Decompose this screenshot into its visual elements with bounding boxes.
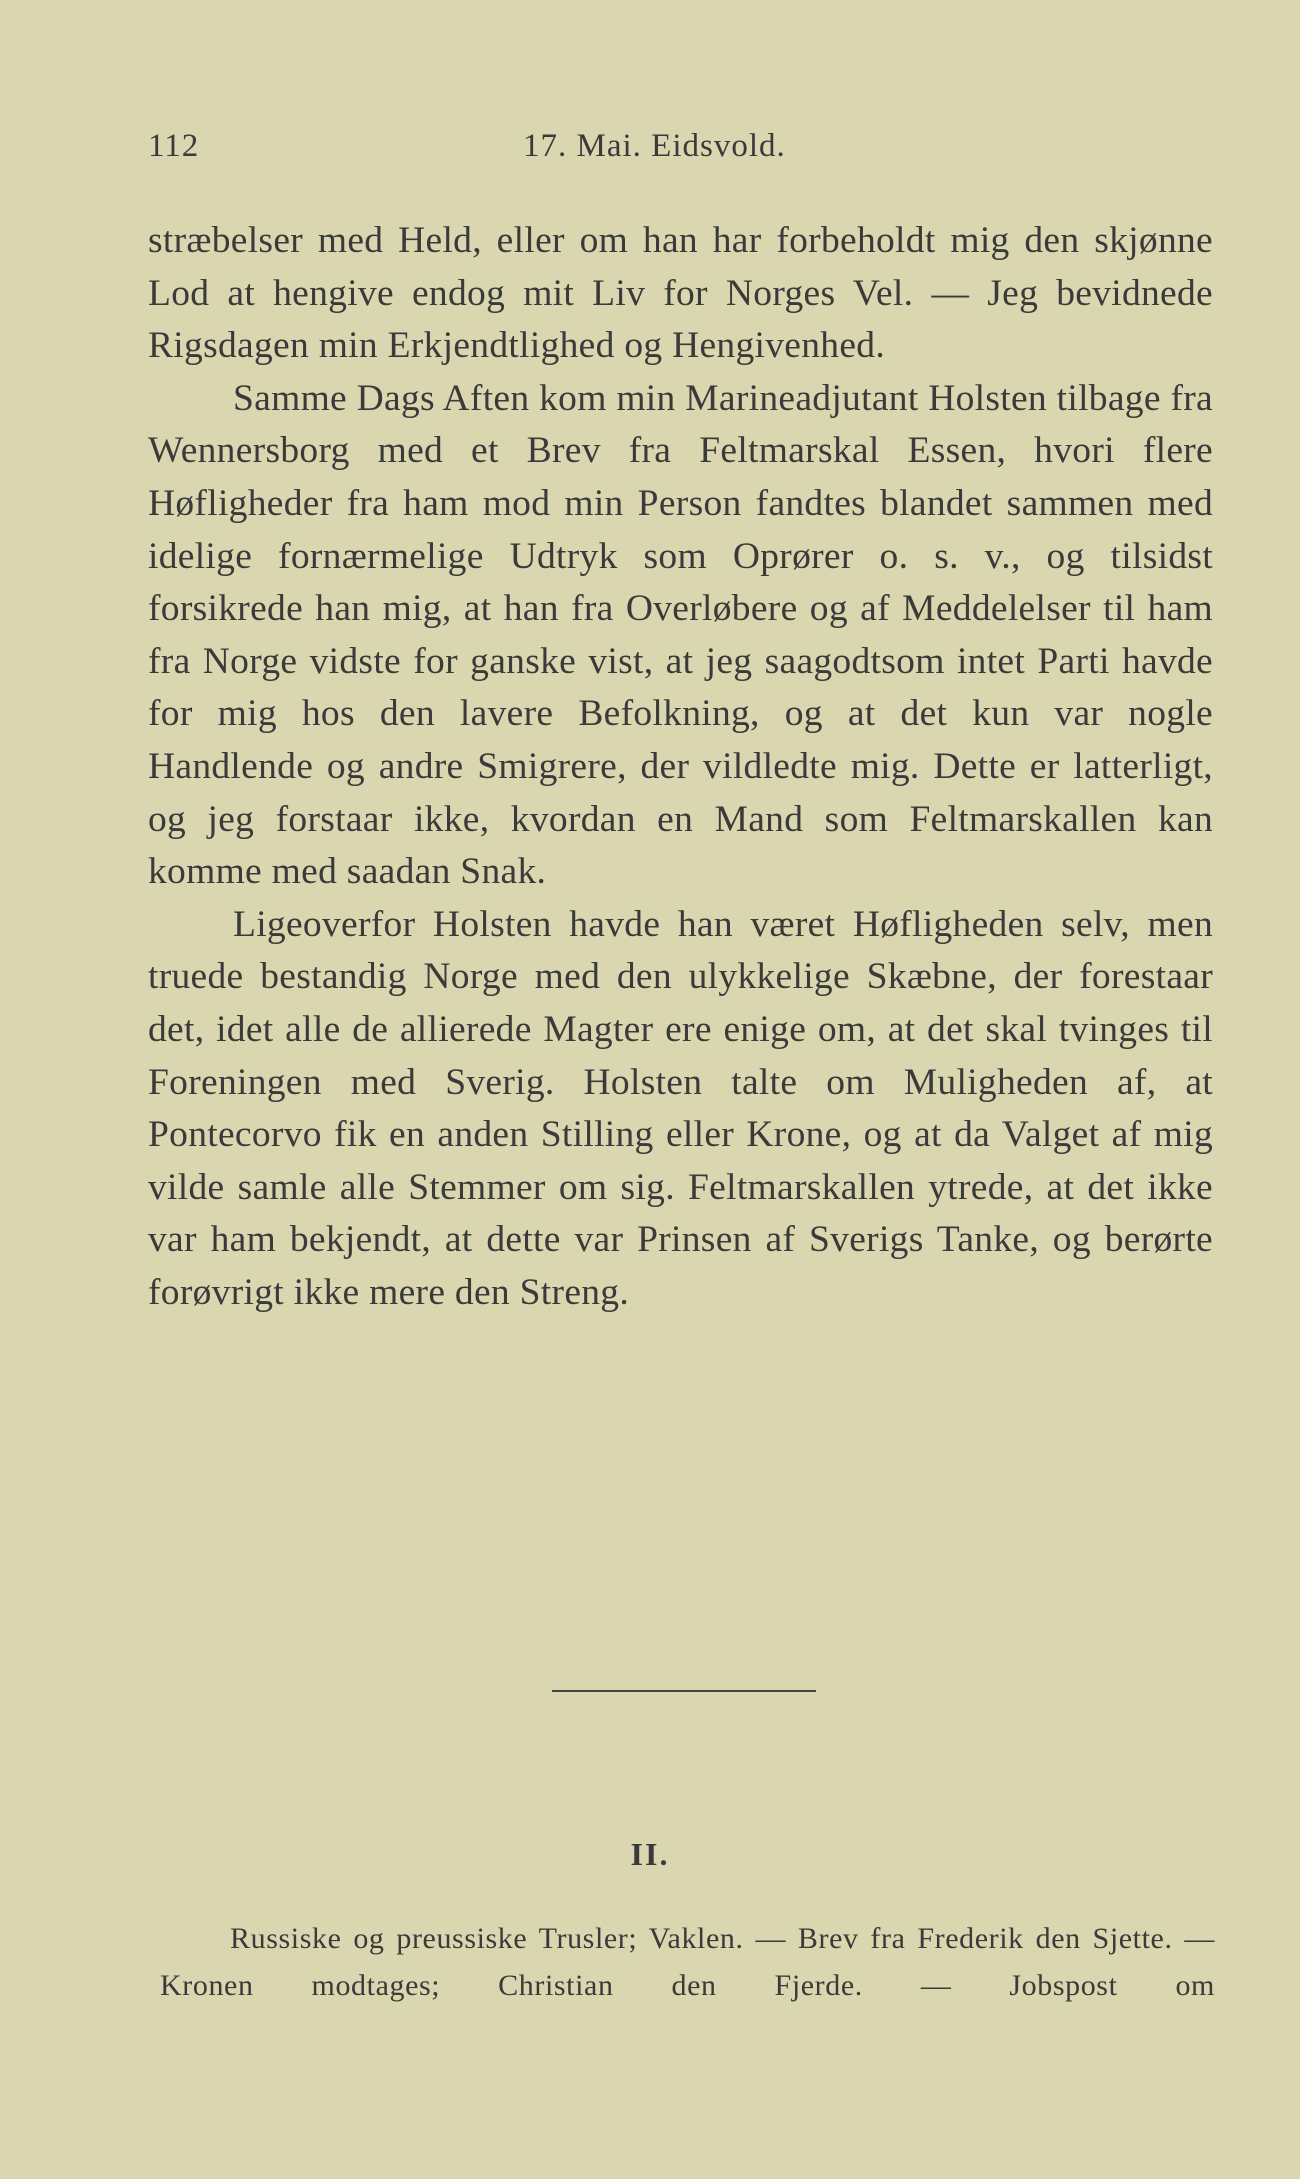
chapter-summary <box>160 1915 1215 2009</box>
chapter-number: II. <box>630 1836 670 1872</box>
running-title: 17. Mai. Eidsvold. <box>523 128 786 164</box>
paragraph-holsten-return: Samme Dags Aften kom min Marineadjutant Holsten tilbage fra Wennersborg med et Brev fra Feltmarskal Essen, hvori flere Høfligheder fra ham mod min Person fandtes blandet sammen med idelige fornærmelige Udtryk som Oprører o. s. v., og tilsidst forsikrede han mig, at han fra Overløbere og af Meddelelser til ham fra Norge vidste for ganske vist, at jeg saagodtsom intet Parti havde for mig hos den lavere Befolkning, og at det kun var nogle Handlende og andre Smigrere, der vildledte mig. Dette er latterligt, og jeg forstaar ikke, kvordan en Mand som Feltmarskallen kan komme med saadan Snak. <box>148 377 1213 893</box>
page-number: 112 <box>148 128 200 164</box>
paragraph-holsten-courtesy: Ligeoverfor Holsten havde han været Høfligheden selv, men truede bestandig Norge med den ulykkelige Skæbne, der forestaar det, idet alle de allierede Magter ere enige om, at det skal tvinges til Foreningen med Sverig. Holsten talte om Muligheden af, at Pontecorvo fik en anden Stilling eller Krone, og at da Valget af mig vilde samle alle Stemmer om sig. Feltmarskallen ytrede, at det ikke var ham bekjendt, at dette var Prinsen af Sverigs Tanke, og berørte forøvrigt ikke mere den Streng. <box>148 903 1213 1313</box>
body-text <box>148 215 1213 1319</box>
page-header <box>148 128 1218 178</box>
section-divider <box>552 1690 816 1692</box>
paragraph-continued: stræbelser med Held, eller om han har forbeholdt mig den skjønne Lod at hengive endog mit Liv for Norges Vel. — Jeg bevidnede Rigsdagen min Erkjendtlighed og Hengivenhed. <box>148 220 1213 367</box>
chapter-summary-text: Russiske og preussiske Trusler; Vaklen. — Brev fra Frederik den Sjette. — Kronen modtages; Christian den Fjerde. — Jobspost om <box>160 1922 1215 2002</box>
